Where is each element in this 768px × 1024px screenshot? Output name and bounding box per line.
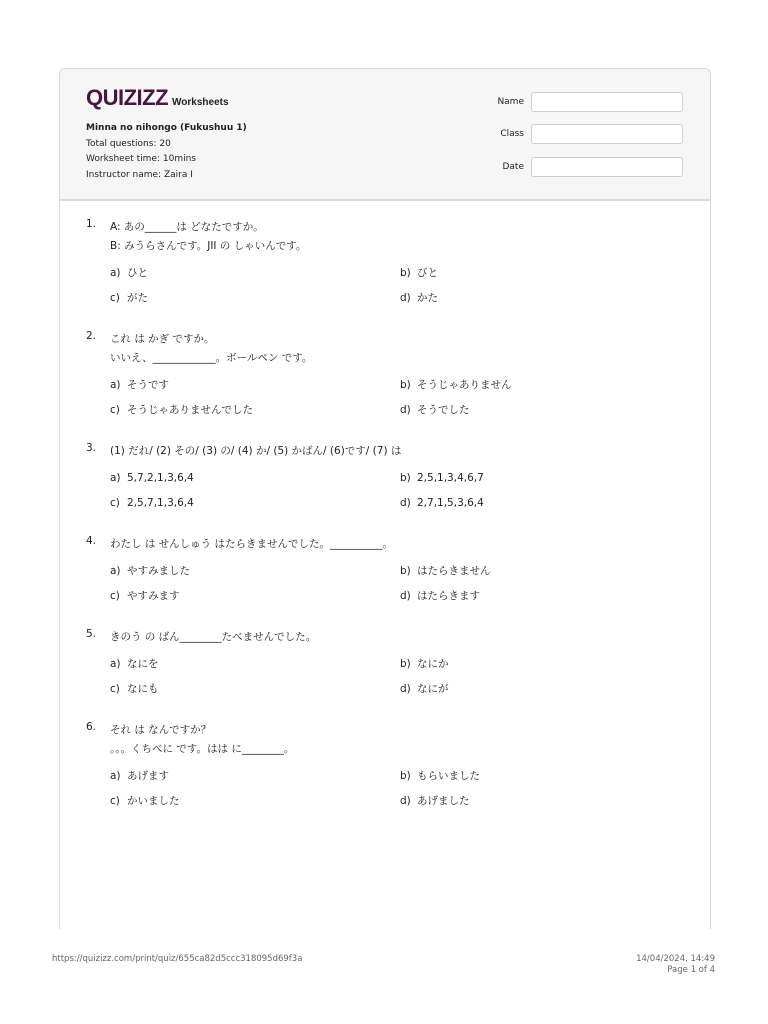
answer-options	[110, 264, 686, 307]
question-number: 4.	[86, 535, 97, 547]
name-field-row	[484, 92, 683, 112]
option-text: 5,7,2,1,3,6,4	[127, 472, 194, 484]
option-letter: d)	[400, 590, 411, 602]
option-text: そうじゃありません	[417, 379, 512, 391]
option-text: あげます	[127, 770, 169, 782]
option-text: なにか	[417, 658, 449, 670]
option-letter: a)	[110, 379, 121, 391]
question-number: 1.	[86, 218, 97, 230]
option-a	[110, 469, 400, 487]
logo-wordmark: QUIZIZZ	[86, 85, 169, 110]
question-list	[86, 218, 686, 810]
question-line: わたし は せんしゅう はたらきませんでした。__________。	[110, 538, 394, 550]
name-input[interactable]	[531, 92, 683, 112]
question-text	[110, 330, 686, 368]
question-line: いいえ、____________。ボールペン です。	[110, 352, 313, 364]
option-b	[400, 655, 690, 673]
answer-options	[110, 469, 686, 512]
option-a	[110, 767, 400, 785]
class-label: Class	[500, 129, 524, 139]
question-1	[86, 218, 686, 307]
option-text: 2,5,7,1,3,6,4	[127, 497, 194, 509]
question-text	[110, 535, 686, 554]
option-letter: a)	[110, 472, 121, 484]
option-letter: a)	[110, 658, 121, 670]
question-line: 。。。くちべに です。はは に________。	[110, 743, 295, 755]
option-text: もらいました	[417, 770, 480, 782]
option-letter: a)	[110, 770, 121, 782]
option-d	[400, 494, 690, 512]
option-a	[110, 264, 400, 282]
option-text: 2,5,1,3,4,6,7	[417, 472, 484, 484]
question-line: B: みうらさんです。JII の しゃいんです。	[110, 240, 307, 252]
question-text	[110, 628, 686, 647]
option-text: かた	[417, 292, 438, 304]
option-d	[400, 401, 690, 419]
question-6	[86, 721, 686, 810]
worksheet-meta	[86, 121, 247, 183]
footer-datetime: 14/04/2024, 14:49	[636, 954, 715, 964]
option-text: はたらきません	[417, 565, 491, 577]
question-line: きのう の ばん________たべませんでした。	[110, 631, 317, 643]
logo-subtitle: Worksheets	[172, 97, 229, 108]
question-number: 5.	[86, 628, 97, 640]
question-4	[86, 535, 686, 605]
option-text: かいました	[127, 795, 180, 807]
option-letter: d)	[400, 404, 411, 416]
answer-options	[110, 655, 686, 698]
option-letter: b)	[400, 472, 411, 484]
option-d	[400, 792, 690, 810]
answer-options	[110, 562, 686, 605]
option-a	[110, 562, 400, 580]
option-letter: c)	[110, 590, 120, 602]
option-letter: b)	[400, 379, 411, 391]
option-c	[110, 792, 400, 810]
option-b	[400, 767, 690, 785]
footer-url: https://quizizz.com/print/quiz/655ca82d5ccc318095d69f3a	[52, 954, 303, 964]
question-3	[86, 442, 686, 512]
date-input[interactable]	[531, 157, 683, 177]
date-field-row	[484, 157, 683, 177]
question-line: それ は なんですか？	[110, 724, 212, 736]
option-text: なにも	[127, 683, 159, 695]
option-letter: c)	[110, 404, 120, 416]
footer-info	[636, 954, 715, 976]
option-a	[110, 655, 400, 673]
option-d	[400, 680, 690, 698]
name-label: Name	[497, 97, 524, 107]
option-letter: a)	[110, 267, 121, 279]
option-c	[110, 494, 400, 512]
footer-page-number: Page 1 of 4	[667, 965, 715, 975]
option-text: あげました	[417, 795, 470, 807]
option-letter: c)	[110, 683, 120, 695]
option-text: びと	[417, 267, 438, 279]
option-letter: d)	[400, 292, 411, 304]
worksheet-time: Worksheet time: 10mins	[86, 154, 196, 164]
option-letter: b)	[400, 565, 411, 577]
option-c	[110, 587, 400, 605]
option-text: 2,7,1,5,3,6,4	[417, 497, 484, 509]
question-line: A: あの______は どなたですか。	[110, 221, 264, 233]
question-text	[110, 218, 686, 256]
option-letter: c)	[110, 497, 120, 509]
option-text: そうでした	[417, 404, 470, 416]
option-letter: d)	[400, 683, 411, 695]
worksheet-page	[59, 68, 711, 929]
option-d	[400, 289, 690, 307]
option-letter: c)	[110, 292, 120, 304]
class-field-row	[484, 124, 683, 144]
option-b	[400, 376, 690, 394]
question-number: 2.	[86, 330, 97, 342]
total-questions: Total questions: 20	[86, 138, 171, 149]
option-text: はたらきます	[417, 590, 480, 602]
question-number: 3.	[86, 442, 97, 454]
worksheet-header	[60, 69, 710, 201]
option-text: やすみました	[127, 565, 190, 577]
option-letter: a)	[110, 565, 121, 577]
quizizz-logo	[86, 85, 229, 111]
instructor-name: Instructor name: Zaira I	[86, 169, 193, 180]
question-number: 6.	[86, 721, 97, 733]
option-b	[400, 469, 690, 487]
worksheet-title: Minna no nihongo (Fukushuu 1)	[86, 123, 247, 133]
option-c	[110, 289, 400, 307]
question-text	[110, 721, 686, 759]
option-text: ひと	[127, 267, 148, 279]
option-b	[400, 264, 690, 282]
option-text: そうです	[127, 379, 169, 391]
question-2	[86, 330, 686, 419]
option-a	[110, 376, 400, 394]
question-5	[86, 628, 686, 698]
option-text: なにが	[417, 683, 449, 695]
date-label: Date	[502, 162, 524, 172]
option-d	[400, 587, 690, 605]
question-line: これ は かぎ ですか。	[110, 333, 215, 345]
option-text: そうじゃありませんでした	[127, 404, 253, 416]
question-text	[110, 442, 686, 461]
option-letter: c)	[110, 795, 120, 807]
class-input[interactable]	[531, 124, 683, 144]
option-text: なにを	[127, 658, 159, 670]
answer-options	[110, 767, 686, 810]
option-letter: b)	[400, 658, 411, 670]
option-text: がた	[127, 292, 148, 304]
option-b	[400, 562, 690, 580]
option-letter: d)	[400, 795, 411, 807]
question-line: (1) だれ/ (2) その/ (3) の/ (4) か/ (5) かばん/ (6)です/ (7) は	[110, 445, 402, 457]
option-letter: b)	[400, 770, 411, 782]
option-c	[110, 680, 400, 698]
option-text: やすみます	[127, 590, 180, 602]
option-c	[110, 401, 400, 419]
option-letter: b)	[400, 267, 411, 279]
answer-options	[110, 376, 686, 419]
option-letter: d)	[400, 497, 411, 509]
